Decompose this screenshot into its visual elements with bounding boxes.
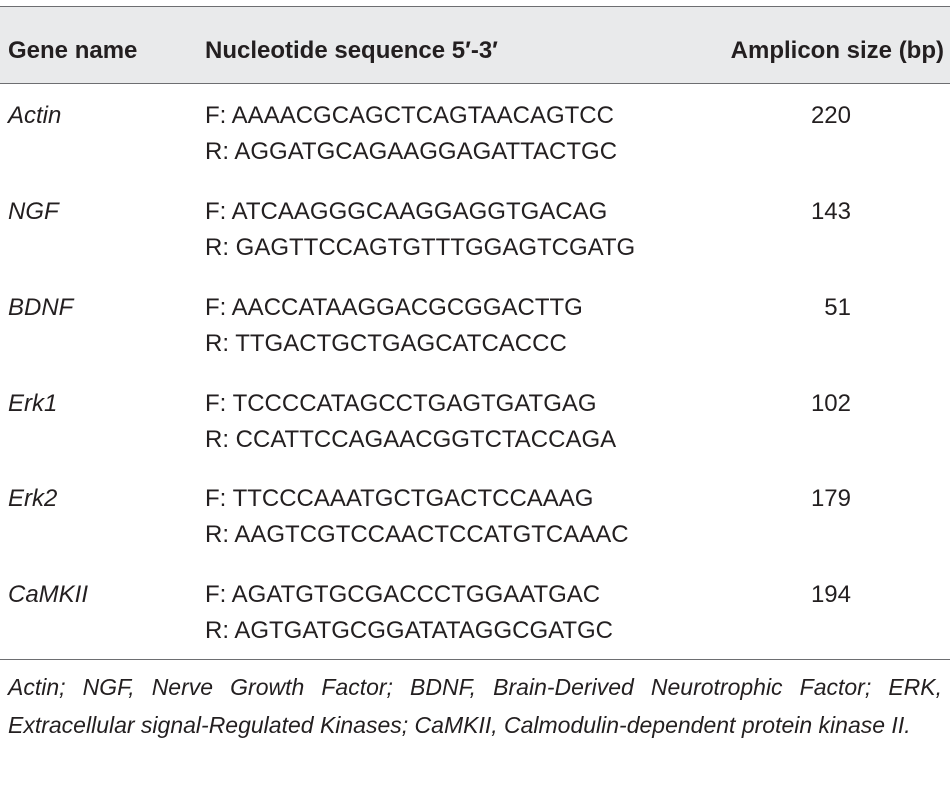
sequence-cell: [205, 577, 613, 649]
forward-primer: F: AGATGTGCGACCCTGGAATGAC: [205, 581, 601, 608]
gene-name-cell: Actin: [8, 102, 62, 129]
forward-primer: F: TTCCCAAATGCTGACTCCAAAG: [205, 485, 594, 512]
reverse-primer: R: GAGTTCCAGTGTTTGGAGTCGATG: [205, 234, 636, 261]
reverse-primer: R: AAGTCGTCCAACTCCATGTCAAAC: [205, 521, 629, 548]
gene-name-cell: NGF: [8, 198, 59, 225]
amplicon-size-cell: 194: [810, 581, 851, 608]
table-header: [0, 7, 950, 83]
table-bottom-rule: [0, 659, 950, 660]
forward-primer: F: ATCAAGGGCAAGGAGGTGACAG: [205, 198, 608, 225]
amplicon-size-cell: 102: [810, 390, 851, 417]
reverse-primer: R: TTGACTGCTGAGCATCACCC: [205, 330, 567, 357]
forward-primer: F: TCCCCATAGCCTGAGTGATGAG: [205, 390, 597, 417]
reverse-primer: R: CCATTCCAGAACGGTCTACCAGA: [205, 426, 617, 453]
table-row-erk2: [0, 481, 950, 577]
reverse-primer: R: AGGATGCAGAAGGAGATTACTGC: [205, 138, 618, 165]
table-row-erk1: [0, 386, 950, 482]
header-amplicon-size: Amplicon size (bp): [730, 37, 944, 64]
gene-name-cell: CaMKII: [8, 581, 89, 608]
sequence-cell: [205, 386, 616, 458]
sequence-cell: [205, 98, 617, 170]
gene-name-cell: Erk1: [8, 390, 58, 417]
gene-name-cell: Erk2: [8, 485, 58, 512]
amplicon-size-cell: 179: [810, 485, 851, 512]
forward-primer: F: AACCATAAGGACGCGGACTTG: [205, 294, 583, 321]
table-row-ngf: [0, 194, 950, 290]
sequence-cell: [205, 481, 629, 553]
header-nucleotide-sequence: Nucleotide sequence 5′-3′: [205, 37, 498, 64]
sequence-cell: [205, 290, 583, 362]
forward-primer: F: AAAACGCAGCTCAGTAACAGTCC: [205, 102, 614, 129]
amplicon-size-cell: 51: [824, 294, 851, 321]
sequence-cell: [205, 194, 635, 266]
table-footnote: Actin; NGF, Nerve Growth Factor; BDNF, Brain-Derived Neurotrophic Factor; ERK, Extracellular signal-Regulated Kinases; CaMKII, Calmodulin-dependent protein kinase II.: [8, 674, 942, 738]
table-header-rule: [0, 83, 950, 84]
reverse-primer: R: AGTGATGCGGATATAGGCGATGC: [205, 617, 614, 644]
amplicon-size-cell: 143: [810, 198, 851, 225]
header-gene-name: Gene name: [8, 37, 138, 64]
amplicon-size-cell: 220: [810, 102, 851, 129]
gene-name-cell: BDNF: [8, 294, 74, 321]
table-row-bdnf: [0, 290, 950, 386]
table-row-actin: [0, 98, 950, 194]
